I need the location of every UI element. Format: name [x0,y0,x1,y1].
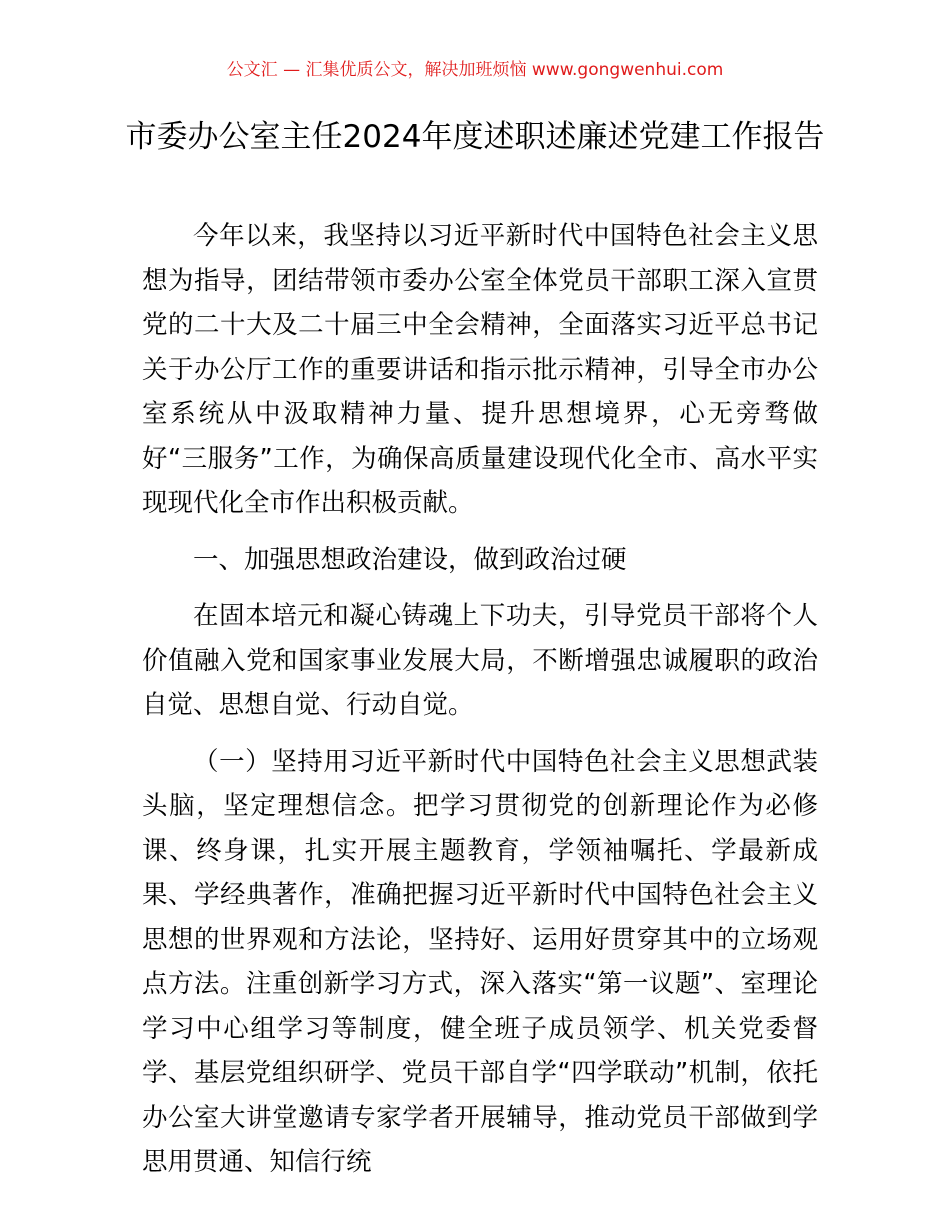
section-heading-1: 一、加强思想政治建设，做到政治过硬 [193,544,627,575]
document-body [142,214,818,1185]
paragraph-subsection-1: （一）坚持用习近平新时代中国特色社会主义思想武装头脑，坚定理想信念。把学习贯彻党的创新理论作为必修课、终身课，扎实开展主题教育，学领袖嘱托、学最新成果、学经典著作，准确把握习近平新时代中国特色社会主义思想的世界观和方法论，坚持好、运用好贯穿其中的立场观点方法。注重创新学习方式，深入落实“第一议题”、室理论学习中心组学习等制度，健全班子成员领学、机关党委督学、基层党组织研学、党员干部自学“四学联动”机制，依托办公室大讲堂邀请专家学者开展辅导，推动党员干部做到学思用贯通、知信行统 [142,746,818,1177]
page-title: 市委办公室主任2024年度述职述廉述党建工作报告 [125,119,825,155]
header-banner[interactable]: 公文汇 — 汇集优质公文，解决加班烦恼 www.gongwenhui.com [226,60,724,80]
paragraph-section-1-intro: 在固本培元和凝心铸魂上下功夫，引导党员干部将个人价值融入党和国家事业发展大局，不断增强忠诚履职的政治自觉、思想自觉、行动自觉。 [142,601,818,720]
paragraph-intro: 今年以来，我坚持以习近平新时代中国特色社会主义思想为指导，团结带领市委办公室全体党员干部职工深入宣贯党的二十大及二十届三中全会精神，全面落实习近平总书记关于办公厅工作的重要讲话和指示批示精神，引导全市办公室系统从中汲取精神力量、提升思想境界，心无旁骛做好“三服务”工作，为确保高质量建设现代化全市、高水平实现现代化全市作出积极贡献。 [142,221,818,518]
